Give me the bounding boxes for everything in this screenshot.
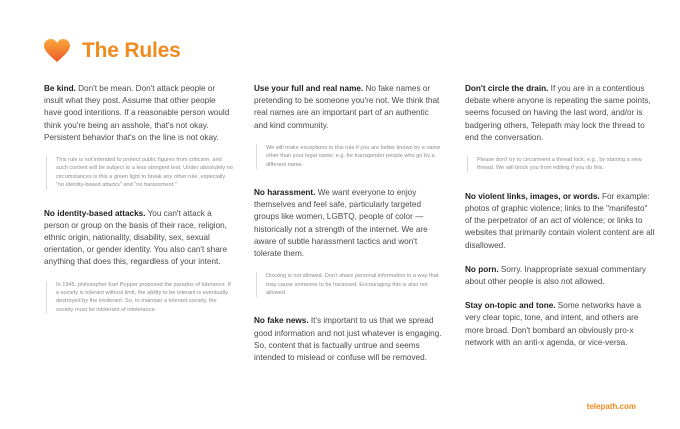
rule-body: Sorry. Inappropriate sexual commentary about other people is also not allowed. xyxy=(465,264,646,287)
rule-no-identity-attacks xyxy=(44,208,234,269)
rule-heading: Stay on-topic and tone. xyxy=(465,301,556,311)
footer-link[interactable]: telepath.com xyxy=(586,402,636,411)
rule-heading: Use your full and real name. xyxy=(254,84,364,93)
rule-note: This rule is not intended to protect public figures from criticism, and such content will be subject to a less stringent test. Under absolutely no circumstances is this a green light to break any other rule, especially "no identity-based attacks" and "no harassment." xyxy=(46,156,234,190)
rule-body: We want everyone to enjoy themselves and feel safe, particularly targeted groups like women, LGBTQ, people of color — historically not a strength of the internet. We are aware of subtle harassment tactics and won't tolerate them. xyxy=(254,188,428,259)
rule-body: Don't be mean. Don't attack people or insult what they post. Assume that other people have good intentions. If a reasonable person would think you're being an asshole, that's not okay. Persistent behavior that's on the line is not okay. xyxy=(44,84,230,142)
rule-no-violent xyxy=(465,191,655,252)
rule-note: Please don't try to circumvent a thread lock; e.g., by starting a new thread. We will block you from editing if you do this. xyxy=(467,156,655,173)
rule-body: For example: photos of graphic violence; links to the "manifesto" of the perpetrator of an act of violence; or links to websites that primarily contain violent content are all disallowed. xyxy=(465,191,655,250)
rule-be-kind xyxy=(44,83,234,144)
column-middle xyxy=(254,83,444,376)
rule-on-topic xyxy=(465,300,655,349)
rule-body: It's important to us that we spread good information and not just whatever is engaging. So, content that is factually untrue and seems intended to mislead or confuse will be removed. xyxy=(254,316,442,363)
column-right xyxy=(465,83,655,361)
heart-icon xyxy=(44,39,70,63)
rule-body: No fake names or pretending to be someone you're not. We think that real names are an important part of an authentic and kind community. xyxy=(254,84,440,130)
rule-heading: No harassment. xyxy=(254,188,316,198)
header xyxy=(44,36,181,66)
rule-heading: No porn. xyxy=(465,264,499,274)
rule-note: We will make exceptions to this rule if you are better known by a name other than your legal name; e.g. for transgender people who go by a different name. xyxy=(256,144,444,169)
rule-heading: Be kind. xyxy=(44,84,76,93)
column-left xyxy=(44,83,234,332)
rule-heading: No fake news. xyxy=(254,316,309,326)
rule-body: You can't attack a person or group on the basis of their race, religion, ethnic origin, nationality, disability, sex, sexual orientation, or gender identity. You also can't share anything that does this, regardless of your intent. xyxy=(44,208,228,267)
rule-no-harassment xyxy=(254,187,444,260)
rule-heading: Don't circle the drain. xyxy=(465,84,549,93)
rule-heading: No violent links, images, or words. xyxy=(465,191,600,201)
rule-circle-drain xyxy=(465,83,655,144)
rule-note: In 1945, philosopher Karl Popper proposed the paradox of tolerance. If a society is tolerant without limit, the ability to be tolerant is eventually destroyed by the intolerant. So, to maintain a tolerant society, the society must be intolerant of intolerance. xyxy=(46,281,234,315)
rule-body: If you are in a contentious debate where anyone is repeating the same points, seems focused on having the last word, and/or is badgering others, Telepath may lock the thread to end the conversation. xyxy=(465,84,651,142)
rule-no-fake-news xyxy=(254,315,444,364)
rule-heading: No identity-based attacks. xyxy=(44,208,146,218)
page-title: The Rules xyxy=(82,39,181,62)
rule-note: Doxxing is not allowed. Don't share personal information in a way that may cause someone to be harassed. Encouraging this is also not allowed. xyxy=(256,272,444,297)
rule-body: Some networks have a very clear topic, tone, and intent, and others are more broad. Don't bombard an obviously pro-x network with an anti-x agenda, or vice-versa. xyxy=(465,301,642,347)
rule-real-name xyxy=(254,83,444,132)
rule-no-porn xyxy=(465,264,655,288)
